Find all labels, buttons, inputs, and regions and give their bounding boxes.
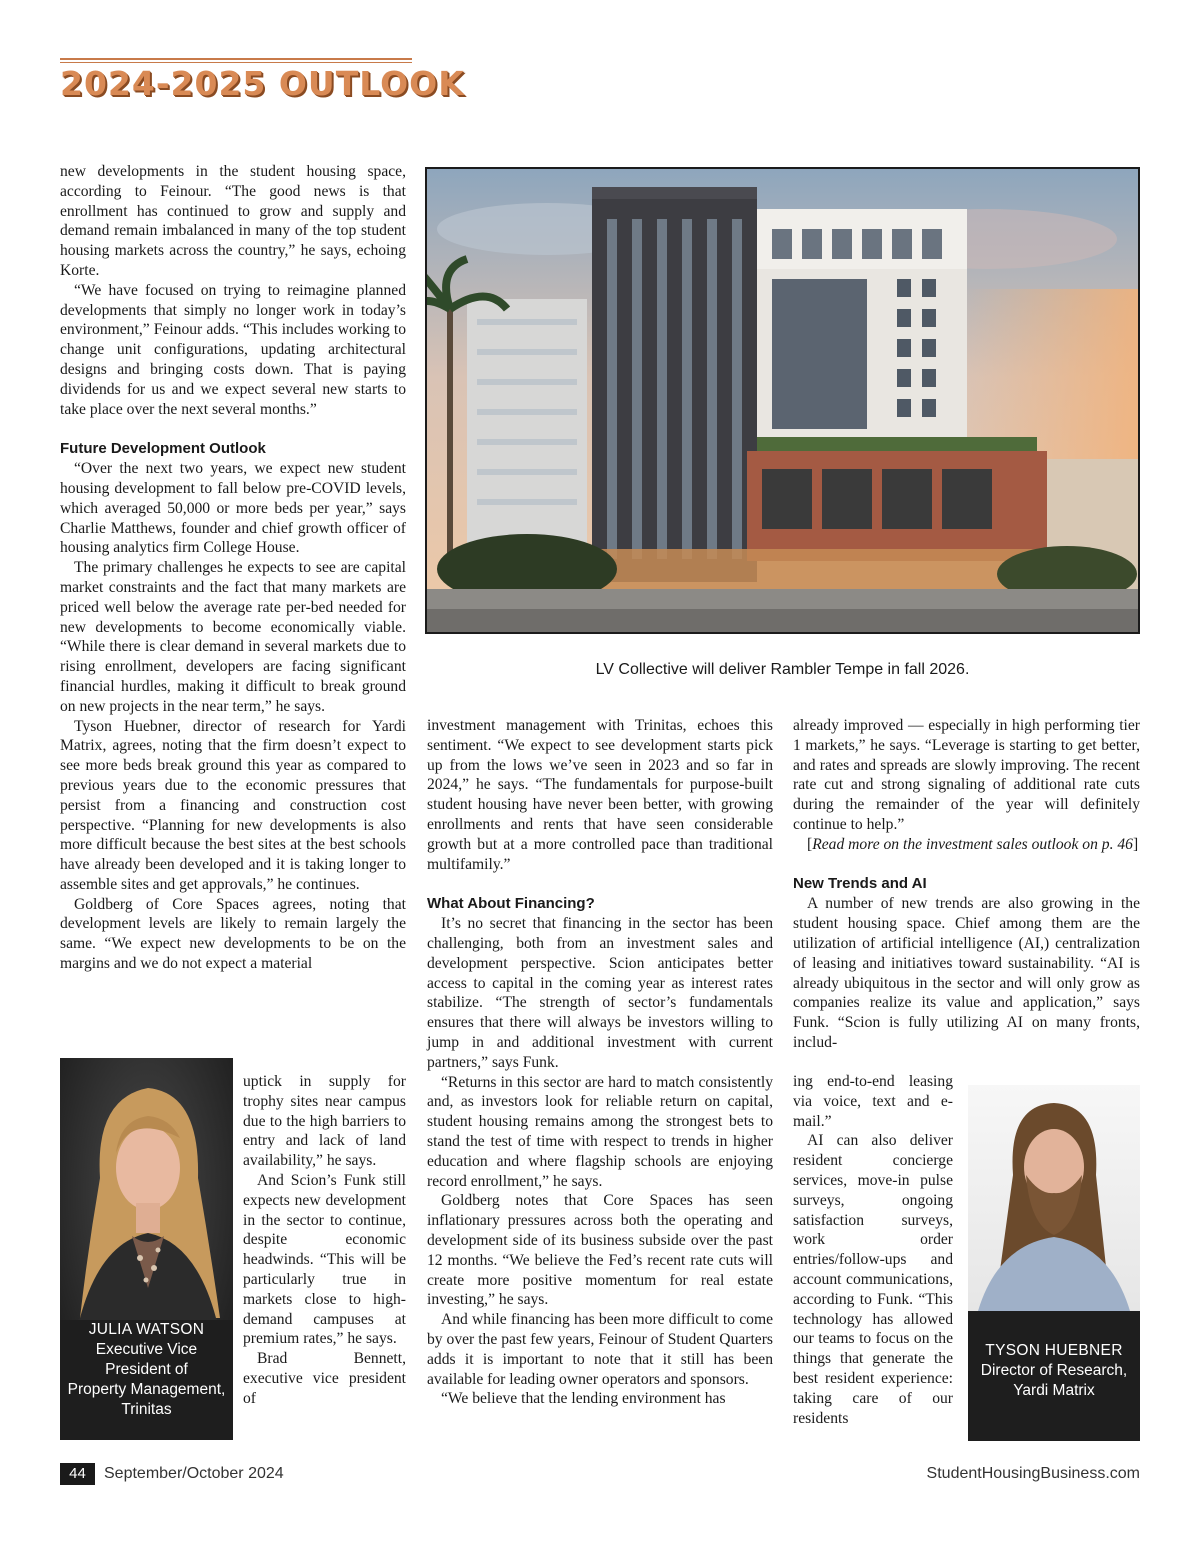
column-1: [60, 162, 406, 974]
person-title-line: Executive Vice: [95, 1341, 198, 1358]
body-paragraph: new developments in the student housing space, according to Feinour. “The good news is that enrollment has continued to grow and supply and demand remain imbalanced in many of the top student housing markets across the country,” he says, echoing Korte.: [60, 163, 406, 279]
body-paragraph: ing end-to-end leasing via voice, text and e-mail.”: [793, 1073, 953, 1130]
body-paragraph: AI can also deliver resident concierge services, move-in pulse surveys, ongoing satisfaction surveys, work order entries/follow-ups and account communications, according to Funk. “This technology has allowed our teams to focus on the things that generate the best resident experience: taking care of our residents: [793, 1132, 953, 1427]
header-rule-thin: [60, 62, 412, 63]
body-paragraph: And Scion’s Funk still expects new development in the sector to continue, despite economic headwinds. “This will be particularly true in markets close to high-demand campuses at premium rates,” he says.: [243, 1171, 406, 1348]
read-more-text: Read more on the investment sales outlook on p. 46: [812, 835, 1133, 853]
subhead-future-development: Future Development Outlook: [60, 440, 266, 458]
body-paragraph: A number of new trends are also growing in the student housing space. Chief among them are the utilization of artificial intelligence (AI,) centralization of leasing and initiatives toward sustainability. “AI is already ubiquitous in the sector and will only grow as companies realize its value and application,” says Funk. “Scion is fully utilizing AI on many fronts, includ-: [793, 895, 1140, 1051]
body-paragraph: “Returns in this sector are hard to match consistently and, as investors look for reliable return on capital, student housing remains among the strongest bets to stand the test of time with respect to trends in higher education and where flagship schools are enjoying record enrollment,” he says.: [427, 1073, 773, 1190]
headshot-julia-watson: [60, 1058, 233, 1440]
body-paragraph: investment management with Trinitas, echoes this sentiment. “We expect to see development starts pick up from the lows we’ve seen in 2023 and so far in 2024,” he says. “The fundamentals for purpose-built student housing have never been better, with growing enrollments and rents that have seen considerable growth but at a more controlled pace than traditional multifamily.”: [427, 717, 773, 873]
column-3: [793, 716, 1140, 1053]
read-more-note: [Read more on the investment sales outlook on p. 46]: [807, 835, 1139, 853]
body-paragraph: Goldberg notes that Core Spaces has seen inflationary pressures across both the operating and development side of its business subside over the past 12 months. “We believe the Fed’s recent rate cuts will create more positive momentum for real estate investing,” he says.: [427, 1192, 773, 1309]
column-1-wrap: [243, 1072, 406, 1409]
body-paragraph: Tyson Huebner, director of research for Yardi Matrix, agrees, noting that the firm doesn’t expect to see more beds break ground this year as compared to previous years due to the economic pressures that persist from a financing and construction cost perspective. “Planning for new developments is also more difficult because the best sites at the best schools have already been developed and it is taking longer to assemble sites and get approvals,” he continues.: [60, 717, 406, 893]
body-paragraph: It’s no secret that financing in the sector has been challenging, both from an investment sales and development perspective. Scion anticipates better access to capital in the coming year as interest rates stabilize. “The strength of sector’s fundamentals ensures that there will always be investors willing to jump in and additional investment with current partners,” says Funk.: [427, 915, 773, 1071]
column-3-wrap: [793, 1072, 953, 1428]
person-title-line: Yardi Matrix: [1013, 1382, 1095, 1399]
body-paragraph: “We believe that the lending environment has: [441, 1390, 726, 1408]
column-2: [427, 716, 773, 1409]
header-rule: [60, 58, 412, 60]
body-paragraph: Brad Bennett, executive vice president of: [243, 1350, 406, 1407]
body-paragraph: already improved — especially in high performing tier 1 markets,” he says. “Leverage is starting to get better, and rates and spreads are slowly improving. The recent rate cut and strong signaling of additional rate cuts during the remainder of the year will definitely continue to help.”: [793, 717, 1140, 833]
building-rendering-image: [427, 169, 1138, 632]
headshot-tyson-huebner: [968, 1085, 1140, 1441]
subhead-financing: What About Financing?: [427, 895, 595, 913]
person-title-line: Director of Research,: [980, 1362, 1128, 1379]
body-paragraph: “We have focused on trying to reimagine planned developments that simply no longer work in today’s environment,” Feinour adds. “This includes working to change unit configurations, updating architectural designs and bringing costs down. That is paying dividends for us and we expect several new starts to take place over the next several months.”: [60, 281, 406, 418]
site-url: StudentHousingBusiness.com: [926, 1465, 1140, 1482]
person-name: JULIA WATSON: [88, 1321, 205, 1338]
section-title: 2024-2025 OUTLOOK: [60, 64, 465, 103]
person-name: TYSON HUEBNER: [985, 1342, 1123, 1359]
subhead-new-trends: New Trends and AI: [793, 875, 927, 893]
body-paragraph: The primary challenges he expects to see are capital market constraints and the fact that many markets are priced well below the average rate per-bed needed for new developments to become economically viable. “While there is clear demand in several markets due to rising enrollment, developers are facing significant financial hurdles, making it difficult to break ground on new projects in the near term,” he says.: [60, 559, 406, 715]
page-number: 44: [60, 1463, 95, 1485]
headshot-caption: [60, 1320, 233, 1420]
person-title-line: Property Management,: [67, 1381, 226, 1398]
building-rendering-photo: [427, 169, 1138, 632]
body-paragraph: “Over the next two years, we expect new student housing development to fall below pre-COVID levels, which averaged 50,000 or more beds per year,” says Charlie Matthews, founder and chief growth officer of housing analytics firm College House.: [60, 460, 406, 557]
person-title-line: Trinitas: [121, 1401, 172, 1418]
body-paragraph: uptick in supply for trophy sites near campus due to the high barriers to entry and lack of land availability,” he says.: [243, 1073, 406, 1170]
body-paragraph: And while financing has been more difficult to come by over the past few years, Feinour of Student Quarters adds it is important to note that it still has been available for leading owner operators and sponsors.: [427, 1311, 773, 1388]
issue-date: September/October 2024: [104, 1465, 284, 1482]
person-title-line: President of: [105, 1361, 188, 1378]
body-paragraph: Goldberg of Core Spaces agrees, noting that development levels are likely to remain largely the same. “We expect new developments to be on the margins and we do not expect a material: [60, 895, 406, 973]
headshot-caption: [968, 1341, 1140, 1401]
photo-caption: LV Collective will deliver Rambler Tempe in fall 2026.: [595, 661, 970, 678]
